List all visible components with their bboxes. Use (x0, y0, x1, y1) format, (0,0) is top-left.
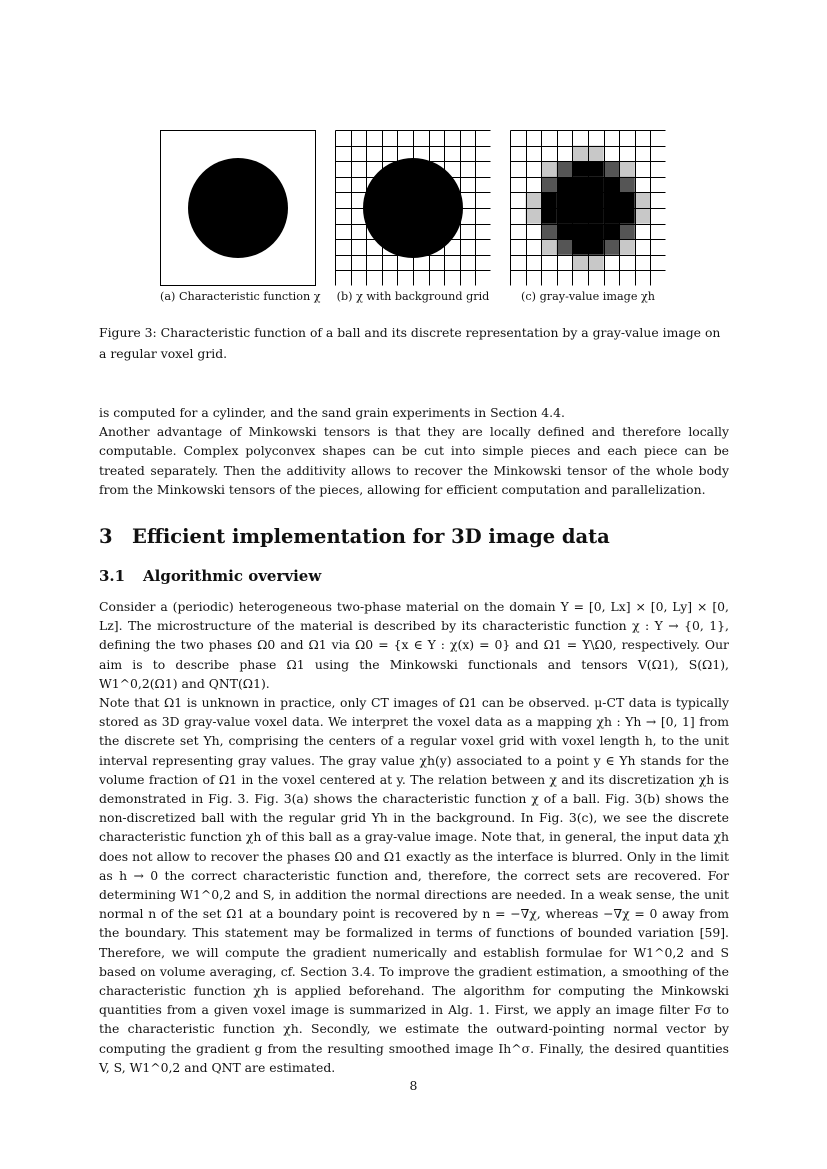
voxel (635, 192, 651, 208)
voxel (588, 146, 604, 162)
voxel (572, 239, 588, 255)
body-paragraph-2: Note that Ω1 is unknown in practice, only CT images of Ω1 can be observed. μ-CT data is typically stored as 3D gray-value voxel data. We interpret the voxel data as a mapping χh : Yh → [0, 1] from the discrete set Yh, comprising the centers of a regular voxel grid with voxel length h, to the unit interval representing gray values. The gray value χh(y) associated to a point y ∈ Yh stands for the volume fraction of Ω1 in the voxel centered at y. The relation between χ and its discretization χh is demonstrated in Fig. 3. Fig. 3(a) shows the characteristic function χ of a ball. Fig. 3(b) shows the non-discretized ball with the regular grid Yh in the background. In Fig. 3(c), we see the discrete characteristic function χh of this ball as a gray-value image. Note that, in general, the input data χh does not allow to recover the phases Ω0 and Ω1 exactly as the interface is blurred. Only in the limit as h → 0 the correct characteristic function and, therefore, the correct sets are recovered. For determining W1^0,2 and S, in addition the normal directions are needed. In a weak sense, the unit normal n of the set Ω1 at a boundary point is recovered by n = −∇χ, whereas −∇χ = 0 away from the boundary. This statement may be formalized in terms of functions of bounded variation [59]. Therefore, we will compute the gradient numerically and establish formulae for W1^0,2 and S based on volume averaging, cf. Section 3.4. To improve the gradient estimation, a smoothing of the characteristic function χh is applied beforehand. The algorithm for computing the Minkowski quantities from a given voxel image is summarized in Alg. 1. First, we apply an image filter Fσ to the characteristic function χh. Secondly, we estimate the outward-pointing normal vector by computing the gradient g from the resulting smoothed image Ih^σ. Finally, the desired quantities V, S, W1^0,2 and QNT are estimated. (99, 695, 729, 1075)
voxel (588, 255, 604, 271)
voxel (588, 224, 604, 240)
intro-line: is computed for a cylinder, and the sand grain experiments in Section 4.4. (99, 405, 565, 420)
voxel (604, 208, 620, 224)
figure-3 (158, 130, 670, 303)
panel-b-background-grid (335, 130, 491, 286)
subcaption-c: (c) gray-value image χh (521, 290, 655, 303)
voxel (619, 192, 635, 208)
voxel-gray-image (510, 130, 666, 286)
voxel (557, 208, 573, 224)
voxel (588, 177, 604, 193)
page-number: 8 (409, 1078, 418, 1093)
voxel (572, 146, 588, 162)
voxel (619, 239, 635, 255)
section-heading (99, 525, 610, 548)
voxel (526, 208, 542, 224)
panel-a-characteristic-function (160, 130, 316, 286)
voxel (619, 161, 635, 177)
section-number: 3 (99, 525, 113, 548)
voxel (557, 192, 573, 208)
intro-body: Another advantage of Minkowski tensors is that they are locally defined and therefore locally computable. Complex polyconvex shapes can be cut into simple pieces and each piece can be treated separately. Then the additivity allows to recover the Minkowski tensor of the whole body from the Minkowski tensors of the pieces, allowing for efficient computation and parallelization. (99, 424, 729, 497)
voxel (604, 239, 620, 255)
voxel (557, 161, 573, 177)
subsection-number: 3.1 (99, 567, 126, 585)
voxel (588, 239, 604, 255)
voxel (572, 192, 588, 208)
intro-paragraph (99, 403, 729, 499)
ball-plain-image (160, 130, 316, 286)
voxel (635, 208, 651, 224)
voxel (541, 208, 557, 224)
voxel (557, 239, 573, 255)
section-title: Efficient implementation for 3D image data (132, 525, 610, 548)
subsection-heading (99, 567, 321, 585)
voxel (572, 208, 588, 224)
ball (363, 158, 463, 258)
figure-caption: Figure 3: Characteristic function of a ball and its discrete representation by a gray-value image on a regular voxel grid. (99, 325, 721, 361)
ball-with-grid-image (335, 130, 491, 286)
voxel (572, 161, 588, 177)
voxel (557, 177, 573, 193)
voxel (572, 224, 588, 240)
voxel (604, 192, 620, 208)
voxel (619, 224, 635, 240)
voxel (572, 255, 588, 271)
body-text (99, 597, 729, 1077)
voxel (619, 177, 635, 193)
voxel (541, 177, 557, 193)
panel-c-gray-value-image (510, 130, 666, 286)
voxel (557, 224, 573, 240)
voxel (541, 224, 557, 240)
voxel (541, 239, 557, 255)
voxel (604, 224, 620, 240)
subsection-title: Algorithmic overview (143, 567, 322, 585)
voxel (572, 177, 588, 193)
subcaption-a: (a) Characteristic function χ (160, 290, 321, 303)
voxel (604, 161, 620, 177)
body-paragraph-1: Consider a (periodic) heterogeneous two-phase material on the domain Y = [0, Lx] × [0, Ly] × [0, Lz]. The microstructure of the material is described by its characteristic function χ : Y → {0, 1}, defining the two phases Ω0 and Ω1 via Ω0 = {x ∈ Y : χ(x) = 0} and Ω1 = Y\Ω0, respectively. Our aim is to describe phase Ω1 using the Minkowski functionals and tensors V(Ω1), S(Ω1), W1^0,2(Ω1) and QNT(Ω1). (99, 599, 729, 691)
voxel (526, 192, 542, 208)
voxel (541, 192, 557, 208)
voxel (588, 161, 604, 177)
voxel (604, 177, 620, 193)
voxel (619, 208, 635, 224)
voxel (588, 208, 604, 224)
voxel (541, 161, 557, 177)
subcaption-b: (b) χ with background grid (336, 290, 490, 303)
voxel (588, 192, 604, 208)
